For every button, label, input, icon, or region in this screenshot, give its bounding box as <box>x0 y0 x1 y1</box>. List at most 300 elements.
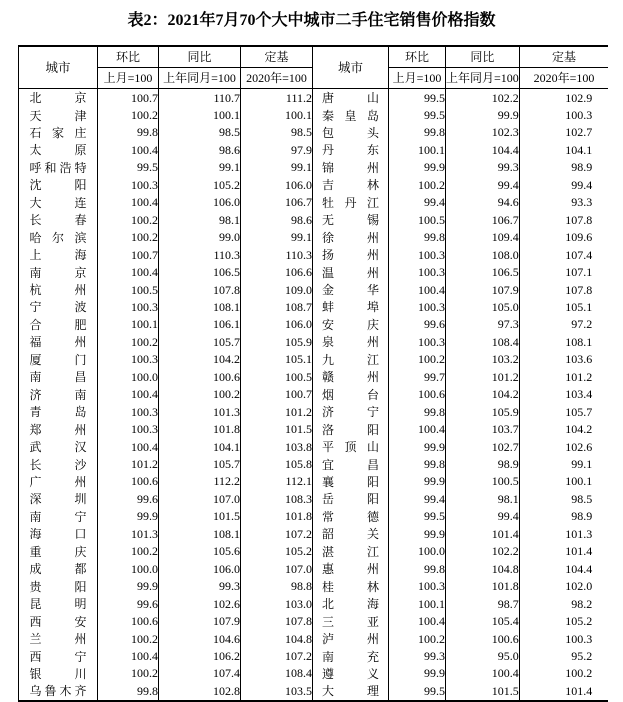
index-value-cell: 99.4 <box>389 490 446 507</box>
index-value-cell: 100.2 <box>98 630 159 647</box>
index-value-cell: 100.4 <box>446 665 520 682</box>
index-value-cell: 106.1 <box>159 316 241 333</box>
city-name: 泉州 <box>322 335 379 350</box>
index-value-cell: 98.9 <box>446 456 520 473</box>
index-value-cell: 105.2 <box>519 613 608 630</box>
index-value-cell: 101.2 <box>519 368 608 385</box>
city-name-cell <box>19 89 98 107</box>
index-value-cell: 100.3 <box>389 298 446 315</box>
index-value-cell: 105.9 <box>446 403 520 420</box>
city-name: 济宁 <box>322 405 379 420</box>
city-name-cell <box>313 333 389 350</box>
index-value-cell: 101.8 <box>241 508 313 525</box>
index-value-cell: 99.1 <box>241 229 313 246</box>
city-name: 沈阳 <box>29 178 87 193</box>
table-row <box>19 298 609 315</box>
city-name-cell <box>19 595 98 612</box>
city-name: 常德 <box>322 509 379 524</box>
table-row <box>19 89 609 107</box>
index-value-cell: 93.3 <box>519 194 608 211</box>
city-name: 哈尔滨 <box>29 230 87 245</box>
city-name: 湛江 <box>322 544 379 559</box>
city-name: 襄阳 <box>322 475 379 490</box>
city-name-cell <box>313 298 389 315</box>
city-name: 海口 <box>29 527 87 542</box>
index-value-cell: 100.6 <box>159 368 241 385</box>
index-value-cell: 108.1 <box>159 525 241 542</box>
city-name-cell <box>313 613 389 630</box>
index-value-cell: 100.5 <box>389 211 446 228</box>
city-name-cell <box>19 386 98 403</box>
index-value-cell: 106.0 <box>241 176 313 193</box>
city-name-cell <box>313 211 389 228</box>
index-value-cell: 107.4 <box>159 665 241 682</box>
index-value-cell: 108.0 <box>446 246 520 263</box>
index-value-cell: 99.1 <box>519 456 608 473</box>
index-value-cell: 105.2 <box>241 543 313 560</box>
table-row <box>19 421 609 438</box>
header-mom-right: 环比 <box>389 46 446 68</box>
index-value-cell: 100.3 <box>389 246 446 263</box>
table-row <box>19 630 609 647</box>
table-row <box>19 665 609 682</box>
city-name: 蚌埠 <box>322 300 379 315</box>
index-value-cell: 100.2 <box>159 386 241 403</box>
city-name: 无锡 <box>322 213 379 228</box>
index-value-cell: 112.2 <box>159 473 241 490</box>
index-value-cell: 105.2 <box>159 176 241 193</box>
index-value-cell: 105.7 <box>519 403 608 420</box>
city-name-cell <box>19 211 98 228</box>
table-row <box>19 560 609 577</box>
index-value-cell: 107.2 <box>241 525 313 542</box>
index-value-cell: 107.8 <box>241 613 313 630</box>
city-name: 石家庄 <box>29 125 87 140</box>
index-value-cell: 98.6 <box>241 211 313 228</box>
index-value-cell: 108.1 <box>519 333 608 350</box>
table-row <box>19 403 609 420</box>
table-row <box>19 682 609 700</box>
city-name-cell <box>19 560 98 577</box>
table-row <box>19 456 609 473</box>
city-name: 厦门 <box>29 352 87 367</box>
index-value-cell: 102.7 <box>519 124 608 141</box>
index-value-cell: 100.4 <box>389 421 446 438</box>
index-value-cell: 99.8 <box>98 124 159 141</box>
index-value-cell: 102.9 <box>519 89 608 107</box>
city-name: 岳阳 <box>322 492 379 507</box>
index-value-cell: 100.0 <box>98 560 159 577</box>
city-name: 南京 <box>29 265 87 280</box>
city-name-cell <box>313 176 389 193</box>
index-value-cell: 99.4 <box>446 508 520 525</box>
table-row <box>19 473 609 490</box>
index-value-cell: 107.8 <box>159 281 241 298</box>
index-value-cell: 108.4 <box>241 665 313 682</box>
table-row <box>19 229 609 246</box>
index-value-cell: 100.5 <box>98 281 159 298</box>
index-value-cell: 102.8 <box>159 682 241 700</box>
index-value-cell: 106.0 <box>241 316 313 333</box>
index-value-cell: 109.0 <box>241 281 313 298</box>
index-value-cell: 97.9 <box>241 141 313 158</box>
city-name: 烟台 <box>322 387 379 402</box>
index-value-cell: 105.7 <box>159 456 241 473</box>
index-value-cell: 106.0 <box>159 194 241 211</box>
index-value-cell: 101.3 <box>519 525 608 542</box>
index-value-cell: 101.3 <box>159 403 241 420</box>
index-value-cell: 100.3 <box>98 403 159 420</box>
table-row <box>19 141 609 158</box>
city-name-cell <box>313 229 389 246</box>
page-title: 表2：2021年7月70个大中城市二手住宅销售价格指数 <box>127 12 496 29</box>
city-name-cell <box>19 124 98 141</box>
price-index-table <box>18 45 608 702</box>
index-value-cell: 100.4 <box>98 194 159 211</box>
index-value-cell: 99.5 <box>98 159 159 176</box>
index-value-cell: 100.4 <box>389 281 446 298</box>
index-value-cell: 102.2 <box>446 543 520 560</box>
header-fixed-right: 定基 <box>519 46 608 68</box>
city-name-cell <box>19 316 98 333</box>
index-value-cell: 103.7 <box>446 421 520 438</box>
city-name-cell <box>19 490 98 507</box>
index-value-cell: 99.6 <box>98 490 159 507</box>
index-value-cell: 100.3 <box>519 106 608 123</box>
table-row <box>19 368 609 385</box>
index-value-cell: 101.5 <box>159 508 241 525</box>
city-name-cell <box>19 438 98 455</box>
index-value-cell: 100.3 <box>519 630 608 647</box>
index-value-cell: 98.2 <box>519 595 608 612</box>
header-yoy-left: 同比 <box>159 46 241 68</box>
city-name: 大理 <box>322 684 379 699</box>
city-name-cell <box>313 473 389 490</box>
city-name-cell <box>313 490 389 507</box>
index-value-cell: 100.3 <box>389 264 446 281</box>
index-value-cell: 99.3 <box>446 159 520 176</box>
city-name: 贵阳 <box>29 579 87 594</box>
header-city-left: 城市 <box>19 46 98 89</box>
index-value-cell: 100.2 <box>389 630 446 647</box>
index-value-cell: 100.4 <box>98 438 159 455</box>
city-name: 呼和浩特 <box>29 160 87 175</box>
city-name-cell <box>313 578 389 595</box>
city-name-cell <box>19 246 98 263</box>
index-value-cell: 106.5 <box>446 264 520 281</box>
index-value-cell: 98.7 <box>446 595 520 612</box>
table-row <box>19 211 609 228</box>
index-value-cell: 100.6 <box>389 386 446 403</box>
city-name-cell <box>313 543 389 560</box>
table-row <box>19 508 609 525</box>
table-row <box>19 124 609 141</box>
city-name: 广州 <box>29 475 87 490</box>
index-value-cell: 102.3 <box>446 124 520 141</box>
index-value-cell: 94.6 <box>446 194 520 211</box>
index-value-cell: 103.6 <box>519 351 608 368</box>
index-value-cell: 100.2 <box>98 665 159 682</box>
city-name-cell <box>19 508 98 525</box>
index-value-cell: 107.4 <box>519 246 608 263</box>
index-value-cell: 99.5 <box>389 508 446 525</box>
city-name: 韶关 <box>322 527 379 542</box>
index-value-cell: 101.3 <box>98 525 159 542</box>
index-value-cell: 100.3 <box>98 176 159 193</box>
index-value-cell: 100.1 <box>389 141 446 158</box>
index-value-cell: 99.4 <box>519 176 608 193</box>
city-name-cell <box>313 246 389 263</box>
index-value-cell: 100.4 <box>98 386 159 403</box>
index-value-cell: 99.5 <box>389 682 446 700</box>
city-name-cell <box>19 578 98 595</box>
index-value-cell: 100.4 <box>98 648 159 665</box>
city-name: 杭州 <box>29 283 87 298</box>
index-value-cell: 104.8 <box>241 630 313 647</box>
city-name-cell <box>313 595 389 612</box>
index-value-cell: 100.7 <box>241 386 313 403</box>
city-name-cell <box>19 473 98 490</box>
city-name: 西安 <box>29 614 87 629</box>
city-name: 上海 <box>29 248 87 263</box>
city-name: 温州 <box>322 265 379 280</box>
city-name: 秦皇岛 <box>322 108 379 123</box>
index-value-cell: 100.1 <box>98 316 159 333</box>
city-name-cell <box>19 421 98 438</box>
index-value-cell: 103.0 <box>241 595 313 612</box>
city-name-cell <box>313 508 389 525</box>
index-value-cell: 100.2 <box>98 543 159 560</box>
table-row <box>19 578 609 595</box>
city-name: 成都 <box>29 562 87 577</box>
city-name: 锦州 <box>322 160 379 175</box>
city-name: 安庆 <box>322 317 379 332</box>
index-value-cell: 109.6 <box>519 229 608 246</box>
city-name-cell <box>313 264 389 281</box>
city-name-cell <box>19 264 98 281</box>
index-value-cell: 107.1 <box>519 264 608 281</box>
city-name: 包头 <box>322 125 379 140</box>
index-value-cell: 99.5 <box>389 89 446 107</box>
city-name: 长沙 <box>29 457 87 472</box>
city-name-cell <box>313 560 389 577</box>
index-value-cell: 104.2 <box>519 421 608 438</box>
city-name-cell <box>19 194 98 211</box>
index-value-cell: 97.2 <box>519 316 608 333</box>
index-value-cell: 99.8 <box>98 682 159 700</box>
city-name: 重庆 <box>29 544 87 559</box>
city-name: 乌鲁木齐 <box>29 684 87 699</box>
index-value-cell: 106.7 <box>241 194 313 211</box>
index-value-cell: 99.9 <box>389 473 446 490</box>
city-name-cell <box>19 141 98 158</box>
index-value-cell: 99.7 <box>389 368 446 385</box>
index-value-cell: 111.2 <box>241 89 313 107</box>
table-row <box>19 176 609 193</box>
index-value-cell: 105.8 <box>241 456 313 473</box>
index-value-cell: 99.1 <box>159 159 241 176</box>
city-name: 惠州 <box>322 562 379 577</box>
city-name-cell <box>19 403 98 420</box>
index-value-cell: 100.2 <box>519 665 608 682</box>
city-name-cell <box>313 194 389 211</box>
city-name-cell <box>313 456 389 473</box>
table-row <box>19 333 609 350</box>
table-row <box>19 490 609 507</box>
index-value-cell: 104.4 <box>519 560 608 577</box>
index-value-cell: 107.9 <box>446 281 520 298</box>
index-value-cell: 100.3 <box>98 421 159 438</box>
index-value-cell: 99.3 <box>389 648 446 665</box>
table-row <box>19 525 609 542</box>
city-name: 郑州 <box>29 422 87 437</box>
table-header <box>19 46 609 89</box>
header-row-labels <box>19 46 609 68</box>
header-city-right: 城市 <box>313 46 389 89</box>
city-name-cell <box>19 351 98 368</box>
city-name: 泸州 <box>322 632 379 647</box>
index-value-cell: 100.3 <box>389 578 446 595</box>
index-value-cell: 100.4 <box>389 613 446 630</box>
index-value-cell: 105.6 <box>159 543 241 560</box>
city-name-cell <box>19 456 98 473</box>
city-name: 桂林 <box>322 579 379 594</box>
index-value-cell: 100.7 <box>98 89 159 107</box>
city-name: 南昌 <box>29 370 87 385</box>
index-value-cell: 99.6 <box>98 595 159 612</box>
index-value-cell: 101.4 <box>519 543 608 560</box>
header-mom-left: 环比 <box>98 46 159 68</box>
city-name: 北海 <box>322 597 379 612</box>
city-name: 南充 <box>322 649 379 664</box>
index-value-cell: 99.1 <box>241 159 313 176</box>
city-name: 扬州 <box>322 248 379 263</box>
city-name: 平顶山 <box>322 440 379 455</box>
index-value-cell: 104.8 <box>446 560 520 577</box>
index-value-cell: 108.1 <box>159 298 241 315</box>
index-value-cell: 100.4 <box>98 141 159 158</box>
city-name: 银川 <box>29 667 87 681</box>
index-value-cell: 100.6 <box>98 613 159 630</box>
city-name-cell <box>19 229 98 246</box>
city-name-cell <box>313 386 389 403</box>
city-name: 兰州 <box>29 632 87 647</box>
index-value-cell: 99.9 <box>98 508 159 525</box>
index-value-cell: 107.0 <box>159 490 241 507</box>
city-name-cell <box>313 351 389 368</box>
index-value-cell: 109.4 <box>446 229 520 246</box>
city-name: 济南 <box>29 387 87 402</box>
table-row <box>19 595 609 612</box>
city-name-cell <box>313 281 389 298</box>
index-value-cell: 107.8 <box>519 281 608 298</box>
index-value-cell: 98.8 <box>241 578 313 595</box>
city-name-cell <box>19 525 98 542</box>
index-value-cell: 100.3 <box>98 298 159 315</box>
index-value-cell: 100.2 <box>98 333 159 350</box>
table-body <box>19 89 609 701</box>
city-name: 武汉 <box>29 440 87 455</box>
table-row <box>19 351 609 368</box>
city-name: 宜昌 <box>322 457 379 472</box>
header-fixed-base-right: 2020年=100 <box>519 68 608 89</box>
index-value-cell: 107.8 <box>519 211 608 228</box>
index-value-cell: 99.6 <box>389 316 446 333</box>
city-name-cell <box>313 106 389 123</box>
index-value-cell: 98.5 <box>159 124 241 141</box>
city-name-cell <box>19 281 98 298</box>
index-value-cell: 100.2 <box>98 106 159 123</box>
header-yoy-base-right: 上年同月=100 <box>446 68 520 89</box>
index-value-cell: 106.5 <box>159 264 241 281</box>
index-value-cell: 101.8 <box>446 578 520 595</box>
city-name-cell <box>313 89 389 107</box>
index-value-cell: 99.8 <box>389 403 446 420</box>
city-name: 牡丹江 <box>322 195 379 210</box>
index-value-cell: 100.5 <box>446 473 520 490</box>
table-row <box>19 316 609 333</box>
index-value-cell: 104.1 <box>159 438 241 455</box>
city-name: 大连 <box>29 195 87 210</box>
city-name-cell <box>19 159 98 176</box>
index-value-cell: 103.2 <box>446 351 520 368</box>
city-name-cell <box>19 106 98 123</box>
index-value-cell: 101.5 <box>446 682 520 700</box>
index-value-cell: 104.6 <box>159 630 241 647</box>
index-value-cell: 105.9 <box>241 333 313 350</box>
city-name-cell <box>313 421 389 438</box>
city-name-cell <box>313 403 389 420</box>
index-value-cell: 100.1 <box>241 106 313 123</box>
index-value-cell: 104.4 <box>446 141 520 158</box>
city-name: 徐州 <box>322 230 379 245</box>
city-name-cell <box>19 543 98 560</box>
city-name-cell <box>313 159 389 176</box>
index-value-cell: 110.3 <box>241 246 313 263</box>
city-name: 丹东 <box>322 143 379 158</box>
index-value-cell: 95.0 <box>446 648 520 665</box>
index-value-cell: 100.5 <box>241 368 313 385</box>
city-name-cell <box>313 682 389 700</box>
city-name: 西宁 <box>29 649 87 664</box>
index-value-cell: 100.0 <box>98 368 159 385</box>
city-name-cell <box>313 525 389 542</box>
index-value-cell: 101.2 <box>241 403 313 420</box>
city-name: 赣州 <box>322 370 379 385</box>
city-name: 青岛 <box>29 405 87 420</box>
index-value-cell: 101.8 <box>159 421 241 438</box>
city-name: 遵义 <box>322 667 379 681</box>
city-name: 天津 <box>29 108 87 123</box>
index-value-cell: 99.9 <box>389 665 446 682</box>
index-value-cell: 100.4 <box>98 264 159 281</box>
index-value-cell: 100.1 <box>389 595 446 612</box>
index-value-cell: 107.9 <box>159 613 241 630</box>
city-name-cell <box>19 682 98 700</box>
index-value-cell: 99.0 <box>159 229 241 246</box>
index-value-cell: 102.7 <box>446 438 520 455</box>
city-name-cell <box>19 298 98 315</box>
index-value-cell: 99.5 <box>389 106 446 123</box>
city-name: 太原 <box>29 143 87 158</box>
index-value-cell: 97.3 <box>446 316 520 333</box>
index-value-cell: 101.5 <box>241 421 313 438</box>
header-yoy-base-left: 上年同月=100 <box>159 68 241 89</box>
index-value-cell: 100.2 <box>98 211 159 228</box>
table-row <box>19 648 609 665</box>
city-name-cell <box>313 648 389 665</box>
city-name: 福州 <box>29 335 87 350</box>
